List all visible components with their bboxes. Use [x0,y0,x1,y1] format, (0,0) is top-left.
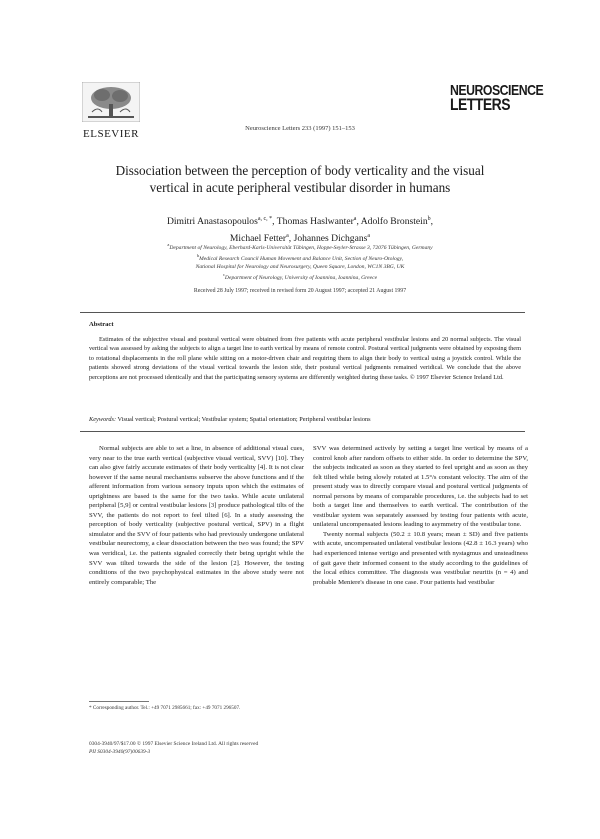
affiliation [100,271,500,282]
affil-mark: c [222,271,225,277]
body-paragraph: Twenty normal subjects (50.2 ± 10.8 years; mean ± SD) and five patients with acute, uncompensated unilateral vestibular lesions (42.8 ± 16.3 years) who had experienced intense vertigo and presented with nystagmus and unsteadiness of gait gave their informed consent to the study according to the guidelines of the local ethics committee. The diagnosis was vestibular neuritis (n = 4) and probable Meniere's disease in one case. Four patients had vestibular [313,530,528,586]
author-affil-mark: a [286,233,289,240]
received-dates: Received 28 July 1997; received in revised form 20 August 1997; accepted 21 August 1997 [193,288,407,294]
journal-logo-line1: NEUROSCIENCE [450,82,544,99]
elsevier-logo [78,82,144,140]
abstract-top-rule [80,312,525,313]
title-line-2: vertical in acute peripheral vestibular disorder in humans [149,180,451,195]
abstract-text: Estimates of the subjective visual and postural vertical were obtained from five patients with acute peripheral vestibular lesions and 20 normal subjects. The visual vertical was assessed by asking the subjects to align a target line to earth vertical by means of remote control. Postural vertical judgments were obtained by exposing them to rotational displacements in the roll plane while sitting on a motor-driven chair and requiring them to align their body to vertical using a joystick control. While the patients showed strong deviations of the visual vertical towards the lesion side, their postural vertical judgments remained veridical. We conclude that the above perceptions are not processed identically and that the participating sensory systems are differently weighted during these tasks. © 1997 Elsevier Science Ireland Ltd. [89,336,521,381]
affil-mark: a [167,242,170,247]
author-name: Johannes Dichgans [293,233,368,245]
author-affil-mark: b [427,216,431,222]
journal-logo [450,82,544,114]
abstract-bottom-rule [80,431,525,432]
affil-text: Medical Research Council Human Movement and Balance Unit, Section of Neuro-Otology, [199,255,404,262]
body-paragraph: Normal subjects are able to set a line, in absence of additional visual cues, very near to the true earth vertical (subjective visual vertical, SVV) [10]. They can also give fairly accurate estimates of their body verticality [4]. It is not clear however if the same neural mechanisms subserve the above functions and if the afferent information from various sensory inputs upon which the estimates of uprightness are based is the same for the two tasks. While acute unilateral peripheral [5,9] or central vestibular lesions [3] produce pathological tilts of the SVV, the patients do not report to feel tilted [6]. In a study assessing the perception of body verticality (subjective postural vertical, SPV) in a flight simulator and the SVV of four patients who had previously undergone unilateral vestibular neurectomy, a clear dissociation between the two was found; the SPV was veridical, i.e. the patients signaled correctly their being upright while the SVV was tilted towards the side of the lesion [2]. However, the testing conditions of the two psychophysical estimates in the above study were not entirely comparable; The [89,445,305,586]
author-separator: , [430,216,434,228]
author-affil-mark: a, c, * [257,216,273,222]
affil-text: National Hospital for Neurology and Neurosurgery, Queen Square, London, WC1N 3BG, UK [195,263,405,270]
affil-mark: b [196,252,200,258]
journal-reference: Neuroscience Letters 233 (1997) 151–153 [245,125,355,132]
author-affil-mark: a [367,233,371,240]
body-column-left [89,444,304,587]
copyright-block [89,740,389,756]
author-separator: , [272,216,277,228]
author-separator: , [356,216,361,228]
affil-text: Department of Neurology, Eberhard-Karls-Universität Tübingen, Hoppe-Seyler-Strasse 3, 72076 Tübingen, Germany [169,244,433,251]
elsevier-tree-icon [82,82,140,122]
keywords [89,415,521,424]
affiliation [100,241,500,252]
author-name: Michael Fetter [229,233,287,245]
affiliations [100,241,500,282]
author-affil-mark: a [353,216,357,222]
affil-text: Department of Neurology, University of Ioannina, Ioannina, Greece [224,274,378,281]
footnote-rule [89,701,149,702]
pii-line: PII S0304-3940(97)00639-3 [89,749,151,755]
affiliation [100,252,500,263]
abstract-heading: Abstract [89,321,114,328]
copyright-line: 0304-3940/97/$17.00 © 1997 Elsevier Science Ireland Ltd. All rights reserved [89,741,259,747]
body-column-right [313,444,528,587]
journal-logo-line2: LETTERS [450,95,511,114]
affiliation [100,263,500,271]
keywords-list: Visual vertical; Postural vertical; Vestibular system; Spatial orientation; Peripheral vestibular lesions [117,416,371,423]
author-name: Dimitri Anastasopoulos [166,216,258,228]
publisher-name: ELSEVIER [83,128,139,140]
author-line-1 [100,212,500,229]
body-paragraph: SVV was determined actively by setting a target line vertical by means of a control knob after random offsets to either side. In order to determine the SPV, the subjects indicated as soon as they started to feel upright and as soon as they felt tilted while being slowly rotated at 1.5°/s constant velocity. The aim of the present study was to directly compare visual and postural vertical judgments of normal persons by means of comparable procedures, i.e. the subjects had to set both a target line and themselves to earth vertical. The contribution of the vestibular system was separately assessed by testing four patients with acute, unilateral uncompensated lesions leading to asymmetry of the vestibular tone. [313,445,528,529]
title-line-1: Dissociation between the perception of body verticality and the visual [115,163,485,178]
author-separator: , [288,233,294,245]
keywords-label: Keywords: [89,416,117,423]
corresponding-author-footnote: * Corresponding author. Tel.: +49 7071 2985661; fax: +49 7071 296507. [89,705,241,711]
author-name: Thomas Haslwanter [276,216,354,228]
article-title [80,162,520,196]
author-name: Adolfo Bronstein [360,216,428,228]
